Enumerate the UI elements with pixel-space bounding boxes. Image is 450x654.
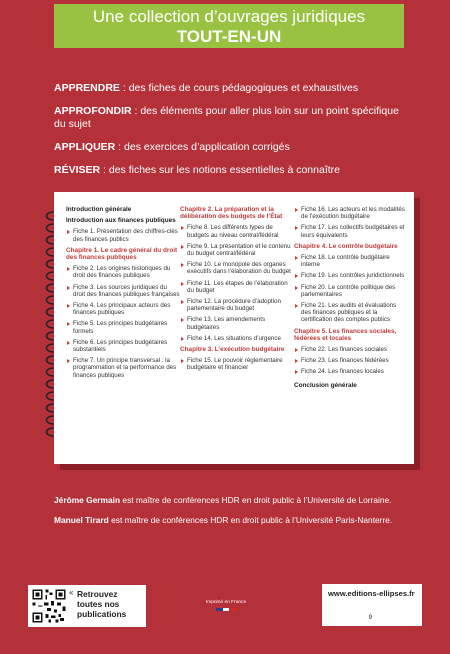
toc-item: Fiche 18. Le contrôle budgétaire interne xyxy=(294,254,406,268)
feature-term: RÉVISER xyxy=(54,164,101,176)
french-flag-icon xyxy=(216,608,236,611)
feature-text: : des fiches de cours pédagogiques et exhaustives xyxy=(119,82,359,94)
toc-item: Fiche 13. Les amendements budgétaires xyxy=(180,316,294,330)
qr-caption-line: Retrouvez xyxy=(77,589,118,599)
feature-appliquer xyxy=(54,141,404,154)
features-list xyxy=(54,82,404,187)
notebook-page xyxy=(54,192,414,464)
qr-publications-box[interactable] xyxy=(28,585,146,627)
toc-item: Fiche 12. La procédure d’adoption parlementaire du budget xyxy=(180,298,294,312)
qr-code-icon[interactable] xyxy=(31,588,67,624)
toc-heading: Introduction aux finances publiques xyxy=(66,217,176,225)
toc-item: Fiche 22. Les finances sociales xyxy=(294,346,406,353)
qr-caption-line: publications xyxy=(77,609,127,619)
toc-item: Fiche 4. Les principaux acteurs des finances publiques xyxy=(66,302,180,316)
banner-title: TOUT-EN-UN xyxy=(176,27,282,46)
toc-chapter: Chapitre 3. L’exécution budgétaire xyxy=(180,346,285,354)
toc-column-3 xyxy=(294,206,406,393)
feature-term: APPRENDRE xyxy=(54,82,120,94)
author-bio xyxy=(54,495,414,506)
toc-column-2 xyxy=(180,206,294,393)
toc-item: Fiche 15. Le pouvoir réglementaire budgétaire et financier xyxy=(180,357,294,371)
toc-chapter: Chapitre 5. Les finances sociales, fédérées et locales xyxy=(294,327,397,342)
printed-in-france xyxy=(188,600,264,611)
toc-item: Fiche 24. Les finances locales xyxy=(294,368,406,375)
toc-chapter: Chapitre 4. Le contrôle budgétaire xyxy=(294,242,398,250)
feature-text: : des éléments pour aller plus loin sur un point spécifique du sujet xyxy=(54,105,399,130)
printed-in-france-label: Imprimé en France xyxy=(205,600,247,605)
feature-text: : des exercices d’application corrigés xyxy=(115,141,290,153)
toc-item: Fiche 2. Les origines historiques du droit des finances publiques xyxy=(66,265,180,279)
qr-caption xyxy=(77,589,126,619)
author-name: Jérôme Germain xyxy=(54,495,121,505)
toc-item: Fiche 23. Les finances fédérées xyxy=(294,357,406,364)
author-text: est maître de conférences HDR en droit public à l’Université de Lorraine. xyxy=(120,495,392,505)
toc-chapter: Chapitre 2. La préparation et la délibération des budgets de l’État xyxy=(180,206,283,221)
feature-approfondir xyxy=(54,105,404,131)
table-of-contents-notebook xyxy=(54,192,418,468)
toc-item: Fiche 11. Les étapes de l’élaboration du budget xyxy=(180,280,294,294)
toc-item: Fiche 17. Les collectifs budgétaires et leurs équivalents xyxy=(294,224,406,238)
toc-heading: Introduction générale xyxy=(66,206,132,213)
toc-item: Fiche 21. Les audits et évaluations des finances publiques et la certification des comptes publics xyxy=(294,302,406,324)
toc-item: Fiche 3. Les sources juridiques du droit des finances publiques françaises xyxy=(66,284,180,298)
author-bio xyxy=(54,515,414,526)
toc-item: Fiche 14. Les situations d’urgence xyxy=(180,335,294,342)
toc-item: Fiche 5. Les principes budgétaires formels xyxy=(66,320,180,334)
feature-apprendre xyxy=(54,82,404,95)
website-link[interactable]: www.editions-ellipses.fr xyxy=(328,589,415,598)
toc-item: Fiche 9. La présentation et le contenu du budget central/fédéral xyxy=(180,243,294,257)
feature-reviser xyxy=(54,164,404,177)
toc-item: Fiche 10. Le monopole des organes exécutifs dans l’élaboration du budget xyxy=(180,261,294,275)
author-text: est maître de conférences HDR en droit public à l’Université Paris-Nanterre. xyxy=(108,515,393,525)
feature-term: APPROFONDIR xyxy=(54,105,132,117)
qr-caption-line: toutes nos xyxy=(77,599,120,609)
toc-heading: Conclusion générale xyxy=(294,381,357,389)
toc-item: Fiche 16. Les acteurs et les modalités de l’exécution budgétaire xyxy=(294,206,406,220)
collection-banner xyxy=(54,4,404,48)
toc-item: Fiche 8. Les différents types de budgets au niveau central/fédéral xyxy=(180,224,294,238)
toc-item: Fiche 19. Les contrôles juridictionnels xyxy=(294,272,406,279)
toc-chapter: Chapitre 1. Le cadre général du droit des finances publiques xyxy=(66,246,178,262)
toc-item: Fiche 6. Les principes budgétaires substantiels xyxy=(66,339,180,353)
author-bios xyxy=(54,495,414,535)
chevron-icon: « xyxy=(69,588,74,597)
banner-subtitle: Une collection d’ouvrages juridiques xyxy=(92,7,366,26)
author-name: Manuel Tirard xyxy=(54,515,109,525)
toc-column-1 xyxy=(66,206,180,393)
feature-term: APPLIQUER xyxy=(54,141,116,153)
toc-item: Fiche 7. Un principe transversal : la programmation et la performance des finances publiques xyxy=(66,357,180,379)
toc-item: Fiche 20. Le contrôle politique des parlementaires xyxy=(294,284,406,298)
feature-text: : des fiches sur les notions essentielles à connaître xyxy=(100,164,340,176)
page-number: 9 xyxy=(368,615,372,621)
spiral-binding-icon xyxy=(42,208,66,448)
website-box[interactable] xyxy=(322,584,422,626)
toc-item: Fiche 1. Présentation des chiffres-clés des finances publics xyxy=(66,228,180,242)
